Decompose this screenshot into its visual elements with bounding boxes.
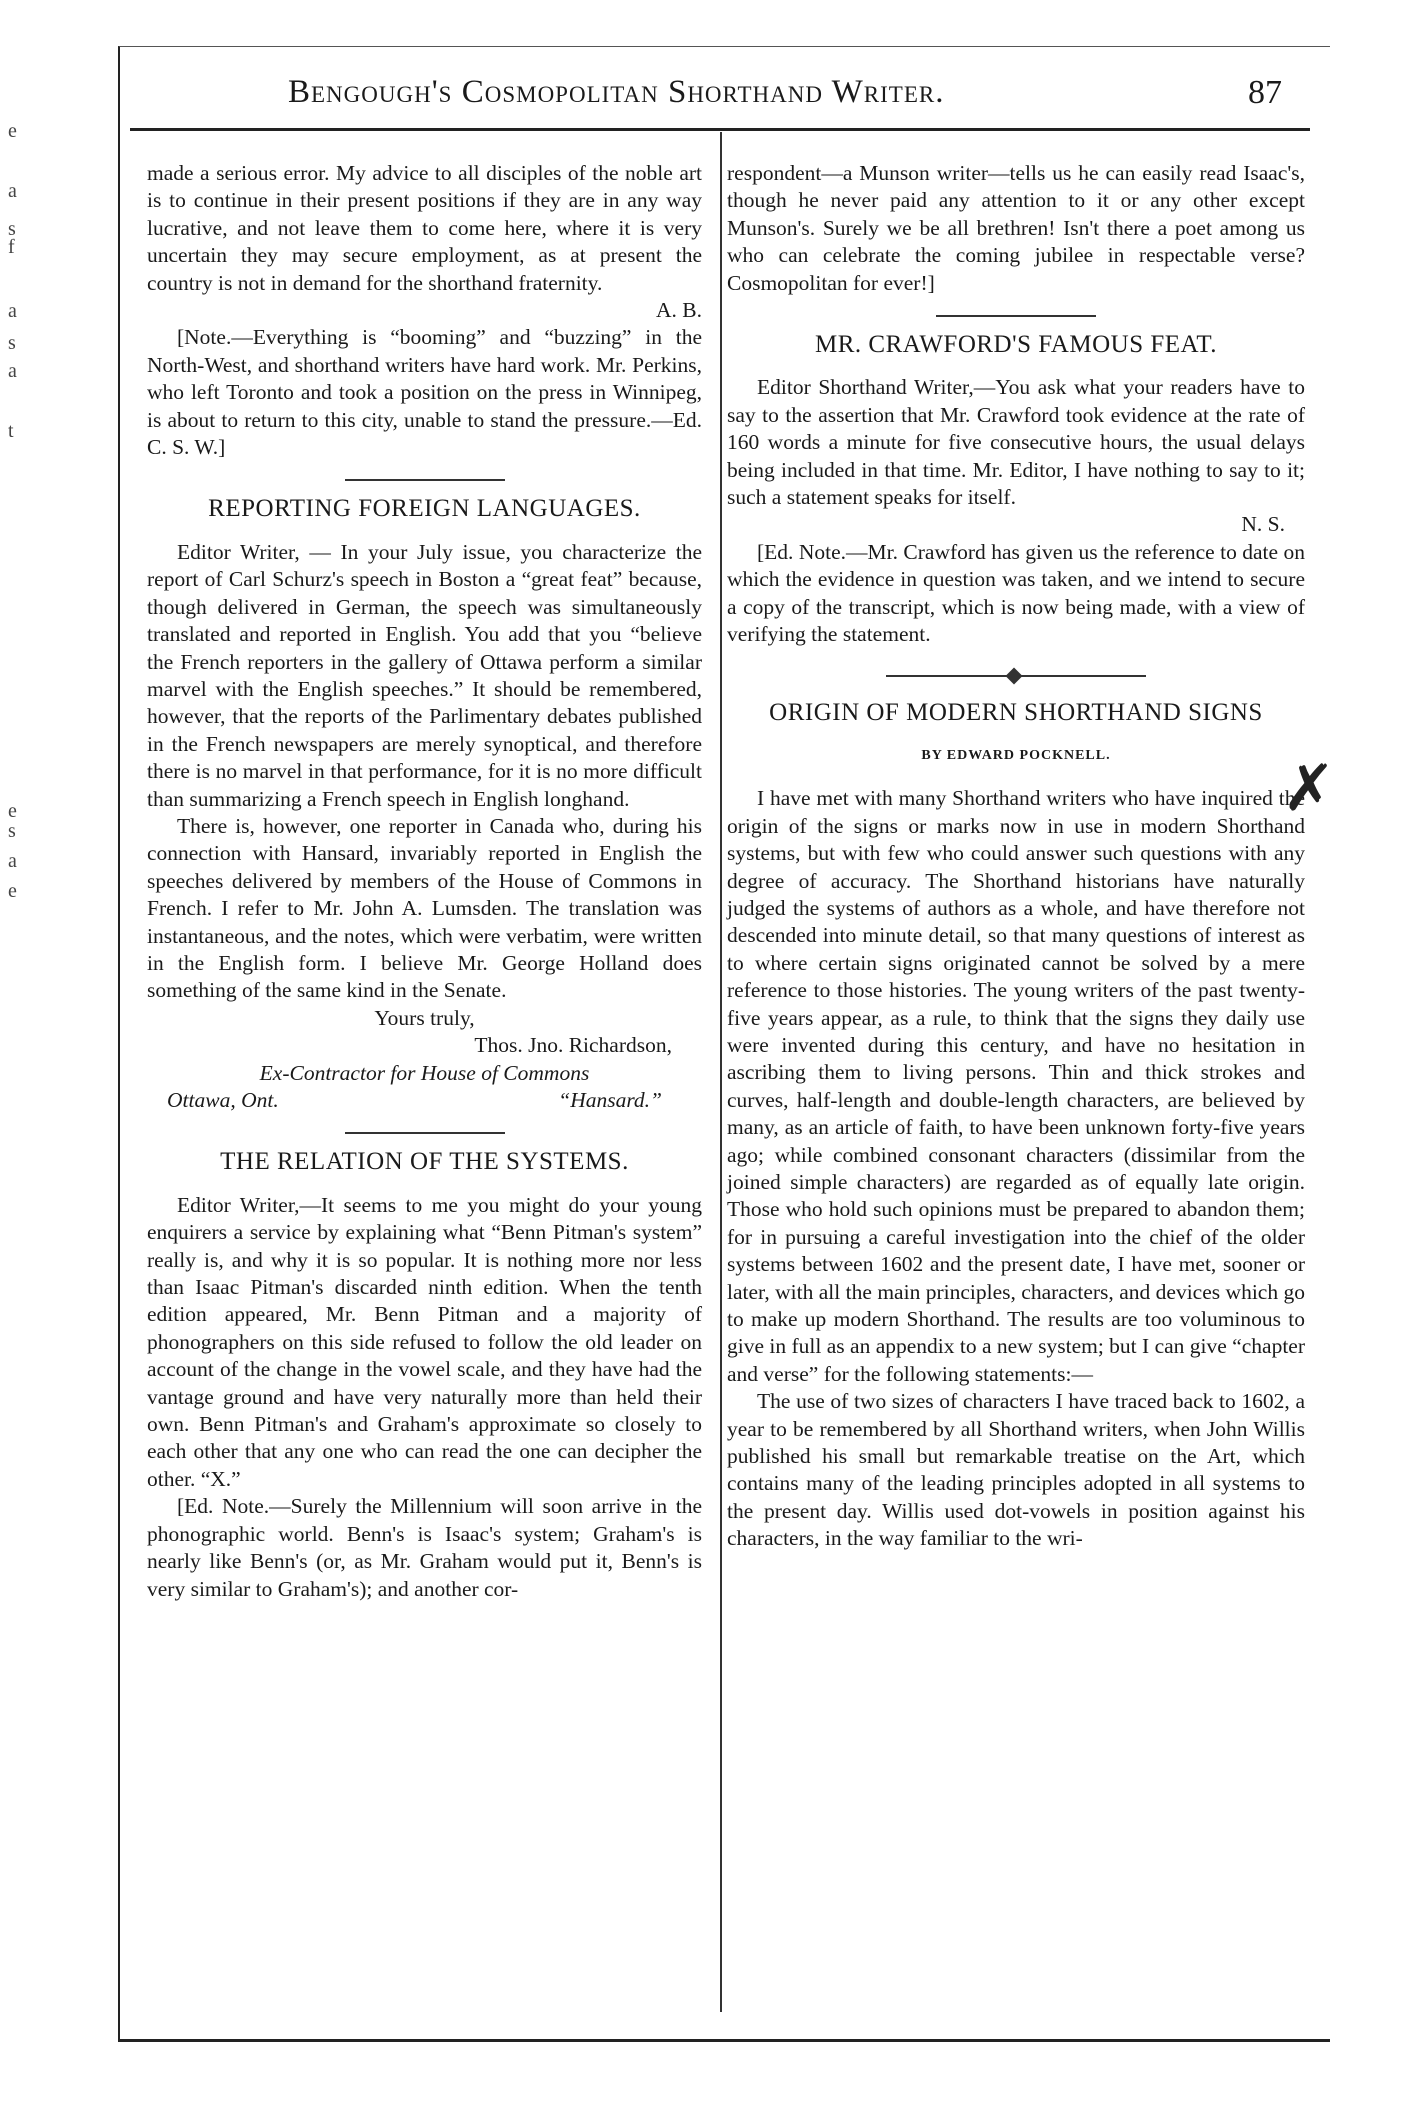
intro-signature: A. B.	[656, 298, 702, 323]
margin-mark: a	[8, 850, 17, 872]
ornament-rule	[886, 675, 1146, 677]
section-heading: REPORTING FOREIGN LANGUAGES.	[208, 495, 641, 523]
body-paragraph: There is, however, one reporter in Canada who, during his connection with Hansard, invariably reported in English the speeches delivered by members of the House of Commons in French. I refer to Mr. John A. Lumsden. The translation was instantaneous, and the notes, which were verbatim, were written in the English form. I believe Mr. George Holland does something of the same kind in the Senate.	[147, 813, 702, 1003]
continuation-paragraph: respondent—a Munson writer—tells us he can easily read Isaac's, though he never paid any attention to it or any other except Munson's. Surely we be all brethren! Isn't there a poet among us who can celebrate the coming jubilee in respectable verse? Cosmopolitan for ever!]	[727, 161, 1305, 295]
body-paragraph: Editor Writer, — In your July issue, you characterize the report of Carl Schurz's speech in Boston a “great feat” because, though delivered in German, the speech was simultaneously translated and reported in English. You add that you “believe the French reporters in the gallery of Ottawa perform a similar marvel with the English speeches.” It should be remembered, however, that the reports of the Parlimentary debates published in the French newspapers are merely synoptical, and therefore there is no marvel in that performance, for it is no more difficult than summarizing a French speech in English longhand.	[147, 539, 702, 811]
letter-signature: N. S.	[1241, 512, 1285, 537]
margin-mark: f	[8, 236, 15, 258]
editor-note: [Note.—Everything is “booming” and “buzzing” in the North-West, and shorthand writers have hard work. Mr. Perkins, who left Toronto and took a position on the press in Winnipeg, is about to return to this city, unable to stand the pressure.—Ed. C. S. W.]	[147, 325, 702, 460]
margin-mark: s	[8, 820, 16, 842]
margin-mark: a	[8, 300, 17, 322]
body-paragraph: The use of two sizes of characters I have traced back to 1602, a year to be remembered by all Shorthand writers, when John Willis published his small but remarkable treatise on the Art, which contains many of the leading principles adopted in all systems to the present day. Willis used dot-vowels in position against his characters, in the way familiar to the wri-	[727, 1389, 1305, 1551]
pencil-x-mark: ✗	[1282, 752, 1336, 826]
section-rule	[345, 1132, 505, 1134]
margin-mark: s	[8, 332, 16, 354]
margin-mark: a	[8, 180, 17, 202]
running-title: Bengough's Cosmopolitan Shorthand Writer.	[288, 74, 945, 110]
margin-mark: e	[8, 120, 17, 142]
section-heading: MR. CRAWFORD'S FAMOUS FEAT.	[815, 331, 1217, 359]
header-rule	[130, 128, 1310, 131]
body-paragraph: [Ed. Note.—Surely the Millennium will soon arrive in the phonographic world. Benn's is Isaac's system; Graham's is nearly like Benn's (or, as Mr. Graham would put it, Benn's is very similar to Graham's); and another cor-	[147, 1494, 702, 1601]
section-rule	[345, 479, 505, 481]
margin-mark: t	[8, 420, 14, 442]
running-head	[118, 66, 1328, 126]
signer-title: Ex-Contractor for House of Commons	[259, 1060, 590, 1085]
margin-marks	[0, 0, 40, 2108]
signer-org: “Hansard.”	[558, 1088, 662, 1112]
byline: BY EDWARD POCKNELL.	[921, 747, 1111, 763]
editor-note: [Ed. Note.—Mr. Crawford has given us the reference to date on which the evidence in question was taken, and we intend to secure a copy of the transcript, which is now being made, with a view of verifying the statement.	[727, 539, 1305, 647]
margin-mark: e	[8, 800, 17, 822]
section-heading: THE RELATION OF THE SYSTEMS.	[220, 1148, 629, 1176]
left-column	[147, 160, 702, 1603]
margin-mark: a	[8, 360, 17, 382]
right-column	[727, 160, 1305, 1553]
letter-closing: Yours truly,	[374, 1005, 475, 1030]
body-paragraph: Editor Shorthand Writer,—You ask what your readers have to say to the assertion that Mr. Crawford took evidence at the rate of 160 words a minute for five consecutive hours, the usual delays being included in that time. Mr. Editor, I have nothing to say to it; such a statement speaks for itself.	[727, 375, 1305, 510]
section-rule	[936, 315, 1096, 317]
signer-line	[147, 1087, 702, 1114]
signer-place: Ottawa, Ont.	[167, 1088, 279, 1112]
margin-mark: e	[8, 880, 17, 902]
column-divider	[720, 132, 722, 2012]
page-number: 87	[1248, 74, 1282, 111]
body-paragraph: I have met with many Shorthand writers who have inquired the origin of the signs or marks now in use in modern Shorthand systems, but with few who could answer such questions with any degree of accuracy. The Shorthand historians have naturally judged the systems of authors as a whole, and have therefore not descended into minute detail, so that many questions of interest as to where certain signs originated cannot be solved by a mere reference to those histories. The young writers of the past twenty-five years appear, as a rule, to think that the signs they daily use were invented during this century, and have no hesitation in ascribing them to living persons. Thin and thick strokes and curves, half-length and double-length characters, are believed by many, as an article of faith, to have been unknown forty-five years ago; while combined consonant characters (dissimilar from the joined simple characters) are regarded as of equally late origin. Those who hold such opinions must be prepared to abandon them; for in pursuing a careful investigation into the chief of the older systems between 1602 and the present date, I have met, sooner or later, with all the main principles, characters, and devices which go to make up modern Shorthand. The results are too voluminous to give in full as an appendix to a new system; but I can give “chapter and verse” for the following statements:—	[727, 786, 1305, 1386]
body-paragraph: Editor Writer,—It seems to me you might do your young enquirers a service by explaining what “Benn Pitman's system” really is, and why it is so popular. It is nothing more nor less than Isaac Pitman's discarded ninth edition. When the tenth edition appeared, Mr. Benn Pitman and a majority of phonographers on this side refused to follow the old leader on account of the change in the vowel scale, and they have had the vantage ground and have very naturally more than held their own. Benn Pitman's and Graham's approximate so closely to each other that any one who can read the one can decipher the other. “X.”	[147, 1192, 702, 1491]
letter-signer: Thos. Jno. Richardson,	[474, 1033, 672, 1058]
section-heading: ORIGIN OF MODERN SHORTHAND SIGNS	[769, 698, 1263, 726]
margin-mark: s	[8, 218, 16, 240]
intro-paragraph: made a serious error. My advice to all disciples of the noble art is to continue in their present positions if they are in any way lucrative, and not leave them to come here, where it is very uncertain they may secure employment, as at present the country is not in demand for the shorthand fraternity.	[147, 161, 702, 295]
